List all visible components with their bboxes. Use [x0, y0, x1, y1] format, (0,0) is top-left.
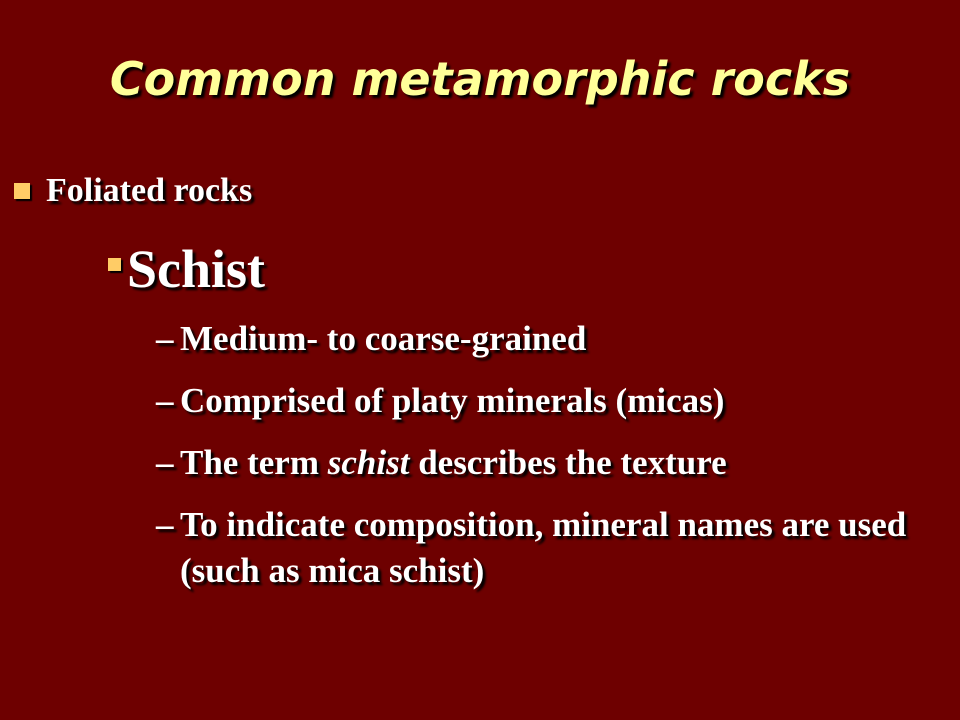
bullet-label: Foliated rocks — [46, 172, 253, 209]
dash-marker: – — [156, 319, 174, 358]
list-item-text: To indicate composition, mineral names are used (such as mica schist) — [180, 505, 907, 590]
square-bullet-icon — [14, 183, 30, 199]
list-item-text: Comprised of platy minerals (micas) — [180, 381, 725, 420]
bullet-foliated-rocks — [14, 172, 252, 210]
italic-term: schist — [327, 443, 410, 482]
schist-details-list — [156, 316, 936, 610]
text-part: describes the texture — [409, 443, 727, 482]
bullet-schist — [108, 238, 265, 300]
square-bullet-icon — [108, 258, 121, 271]
list-item-text — [180, 440, 936, 486]
list-item — [156, 440, 936, 486]
bullet-label: Schist — [127, 239, 266, 299]
dash-marker: – — [156, 505, 174, 544]
text-part: The term — [180, 443, 328, 482]
list-item — [156, 316, 936, 362]
list-item — [156, 378, 936, 424]
slide-title: Common metamorphic rocks — [109, 52, 851, 106]
dash-marker: – — [156, 443, 174, 482]
list-item — [156, 502, 936, 594]
dash-marker: – — [156, 381, 174, 420]
list-item-text: Medium- to coarse-grained — [180, 319, 587, 358]
